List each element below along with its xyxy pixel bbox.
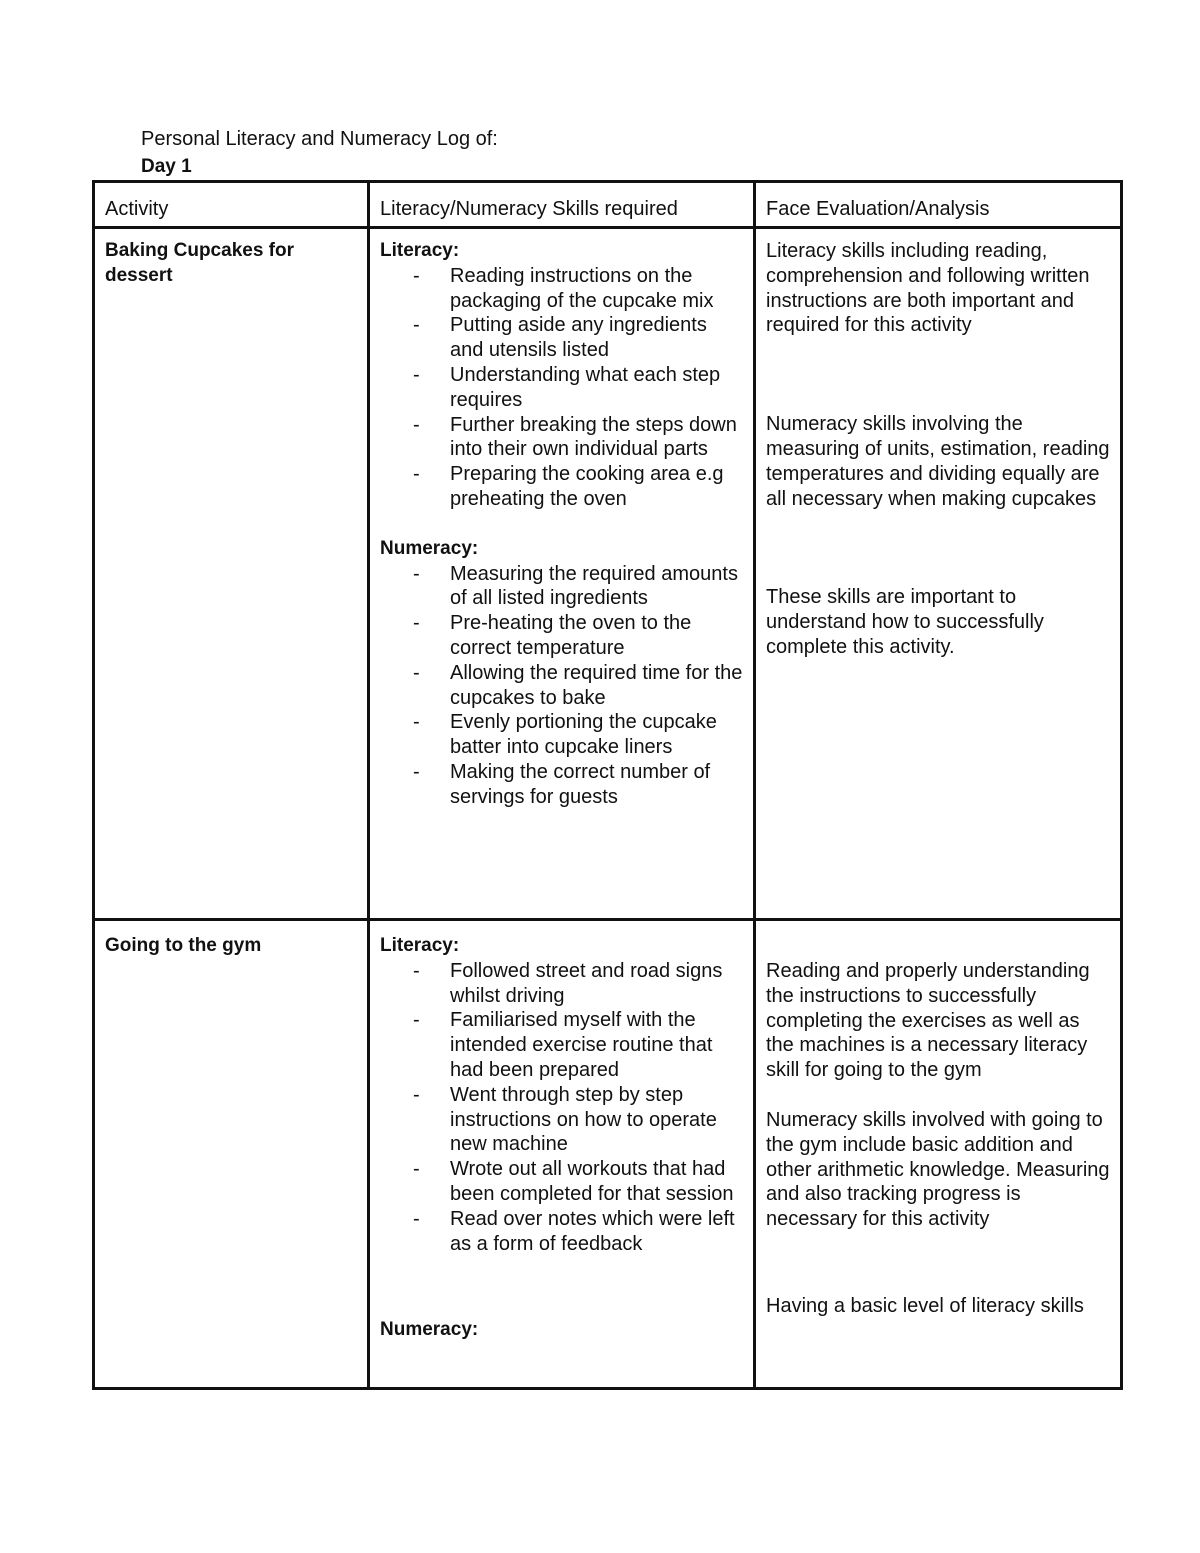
evaluation-paragraph: Having a basic level of literacy skills: [766, 1294, 1084, 1317]
literacy-heading: Literacy:: [380, 240, 460, 261]
literacy-heading: Literacy:: [380, 935, 460, 956]
list-item-text: Read over notes which were left as a form of feedback: [450, 1207, 735, 1255]
table-header-row: [94, 182, 1122, 228]
list-item-text: Making the correct number of servings for guests: [450, 760, 711, 808]
list-item-text: Evenly portioning the cupcake batter into cupcake liners: [450, 711, 717, 759]
list-item: [380, 611, 743, 661]
evaluation-paragraph: Numeracy skills involving the measuring of units, estimation, reading temperatures and dividing equally are all necessary when making cupcakes: [766, 413, 1110, 510]
bullet-dash: -: [413, 1207, 420, 1230]
numeracy-heading: Numeracy:: [380, 537, 479, 559]
literacy-list: [380, 959, 743, 1257]
bullet-dash: -: [413, 711, 420, 734]
evaluation-paragraph: Literacy skills including reading, comprehension and following written instructions are both important and required for this activity: [766, 240, 1090, 337]
list-item: [380, 710, 743, 760]
page-title: Personal Literacy and Numeracy Log of:: [141, 128, 498, 150]
bullet-dash: -: [413, 314, 420, 337]
bullet-dash: -: [413, 363, 420, 386]
skills-cell: [369, 228, 755, 920]
list-item: [380, 562, 743, 612]
bullet-dash: -: [413, 413, 420, 436]
list-item: [380, 1008, 743, 1082]
list-item: [380, 760, 743, 810]
list-item-text: Familiarised myself with the intended exercise routine that had been prepared: [450, 1009, 713, 1081]
bullet-dash: -: [413, 1009, 420, 1032]
list-item: [380, 413, 743, 463]
log-table: [92, 180, 1123, 1390]
evaluation-paragraph: Numeracy skills involved with going to the gym include basic addition and other arithmetic knowledge. Measuring and also tracking progress is necessary for this activity: [766, 1108, 1110, 1231]
list-item-text: Measuring the required amounts of all listed ingredients: [450, 562, 738, 610]
evaluation-paragraph: Reading and properly understanding the instructions to successfully completing the exercises as well as the machines is a necessary literacy skill for going to the gym: [766, 960, 1090, 1082]
activity-name: Baking Cupcakes for dessert: [105, 240, 294, 286]
day-label: Day 1: [141, 156, 192, 177]
bullet-dash: -: [413, 760, 420, 783]
evaluation-cell: [755, 228, 1122, 920]
bullet-dash: -: [413, 1083, 420, 1106]
table-row: [94, 228, 1122, 920]
list-item: [380, 462, 743, 512]
activity-cell: [94, 920, 369, 1389]
numeracy-list: [380, 562, 743, 810]
list-item: [380, 1157, 743, 1207]
list-item: [380, 363, 743, 413]
skills-cell: [369, 920, 755, 1389]
numeracy-heading: Numeracy:: [380, 1319, 479, 1341]
activity-cell: [94, 228, 369, 920]
literacy-list: [380, 264, 743, 512]
list-item-text: Went through step by step instructions on how to operate new machine: [450, 1083, 717, 1156]
list-item-text: Preparing the cooking area e.g preheating the oven: [450, 463, 724, 510]
list-item-text: Reading instructions on the packaging of the cupcake mix: [450, 264, 714, 312]
column-header-skills: Literacy/Numeracy Skills required: [369, 182, 755, 228]
bullet-dash: -: [413, 562, 420, 585]
bullet-dash: -: [413, 463, 420, 486]
bullet-dash: -: [413, 959, 420, 982]
evaluation-paragraph: These skills are important to understand how to successfully complete this activity.: [766, 586, 1044, 658]
bullet-dash: -: [413, 1158, 420, 1181]
list-item: [380, 1207, 743, 1257]
list-item-text: Wrote out all workouts that had been completed for that session: [450, 1158, 734, 1205]
activity-name: Going to the gym: [105, 935, 262, 956]
bullet-dash: -: [413, 661, 420, 684]
bullet-dash: -: [413, 612, 420, 635]
evaluation-cell: [755, 920, 1122, 1389]
bullet-dash: -: [413, 264, 420, 287]
list-item-text: Further breaking the steps down into their own individual parts: [450, 413, 737, 461]
list-item-text: Allowing the required time for the cupcakes to bake: [450, 661, 743, 709]
list-item: [380, 313, 743, 363]
column-header-activity: Activity: [94, 182, 369, 228]
list-item-text: Followed street and road signs whilst driving: [450, 959, 723, 1007]
list-item-text: Understanding what each step requires: [450, 363, 721, 411]
list-item-text: Pre-heating the oven to the correct temperature: [450, 612, 692, 659]
list-item: [380, 1083, 743, 1157]
list-item-text: Putting aside any ingredients and utensils listed: [450, 314, 707, 362]
list-item: [380, 264, 743, 314]
column-header-evaluation: Face Evaluation/Analysis: [755, 182, 1122, 228]
list-item: [380, 661, 743, 711]
list-item: [380, 959, 743, 1009]
table-row: [94, 920, 1122, 1389]
